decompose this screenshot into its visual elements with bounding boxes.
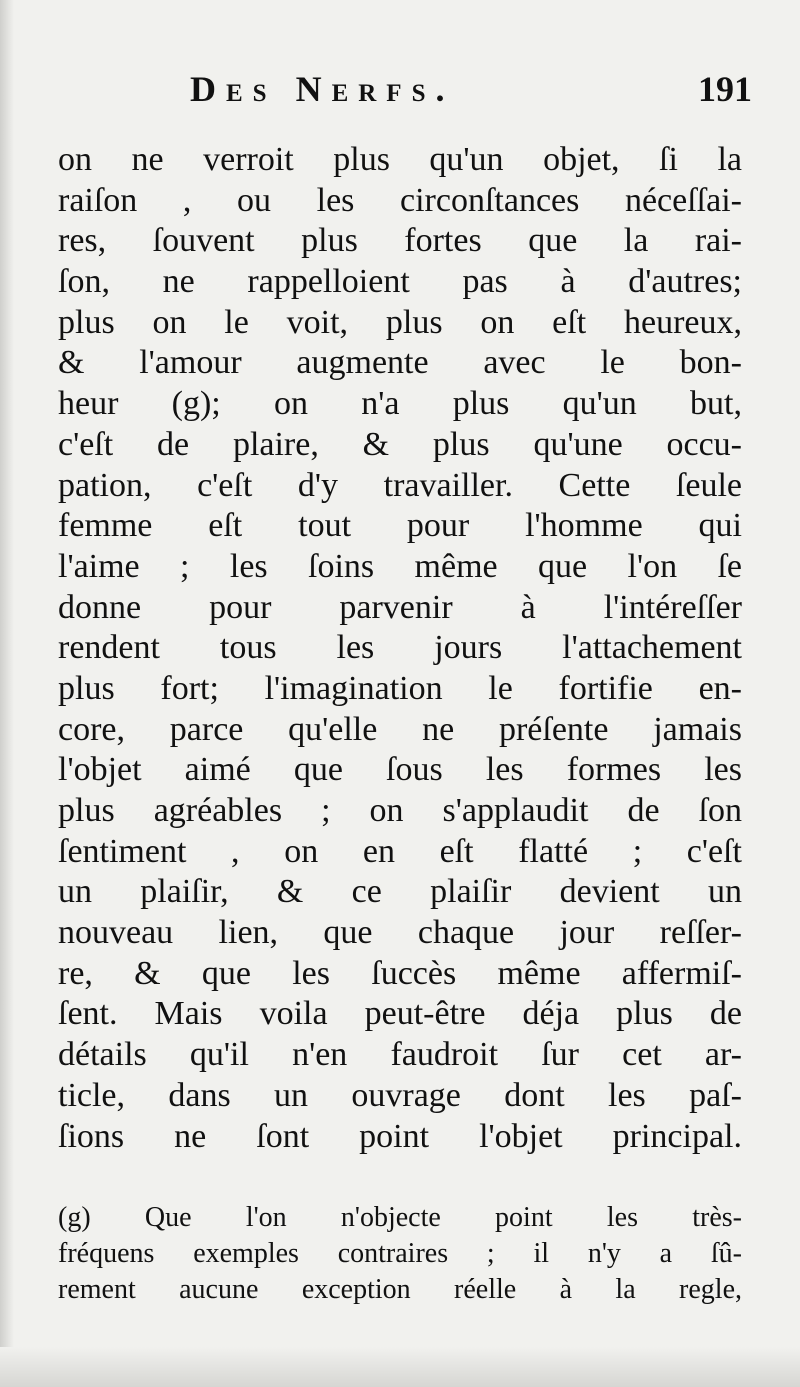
text-line: & l'amour augmente avec le bon- — [58, 344, 742, 382]
text-line: l'aime ; les ſoins même que l'on ſe — [58, 547, 742, 585]
running-title: Des Nerfs. — [190, 69, 455, 109]
footnote-line: fréquens exemples contraires ; il n'y a ſû- — [58, 1238, 742, 1269]
footnote-line: (g) Que l'on n'objecte point les très- — [58, 1202, 742, 1233]
text-line: res, ſouvent plus fortes que la rai- — [58, 222, 742, 260]
text-line: ſent. Mais voila peut-être déja plus de — [58, 995, 742, 1033]
text-line: heur (g); on n'a plus qu'un but, — [58, 385, 742, 423]
text-line: ſentiment , on en eſt flatté ; c'eſt — [58, 832, 742, 870]
page-edge-shadow — [0, 0, 14, 1387]
text-line: rendent tous les jours l'attachement — [58, 629, 742, 667]
text-line: on ne verroit plus qu'un objet, ſi la — [58, 141, 742, 178]
text-line: donne pour parvenir à l'intéreſſer — [58, 588, 742, 626]
text-line: raiſon , ou les circonſtances néceſſai- — [58, 181, 742, 219]
text-line: pation, c'eſt d'y travailler. Cette ſeule — [58, 466, 742, 504]
text-line: plus fort; l'imagination le fortifie en- — [58, 669, 742, 707]
text-line: plus agréables ; on s'applaudit de ſon — [58, 792, 742, 829]
text-line: core, parce qu'elle ne préſente jamais — [58, 710, 742, 748]
page-number: 191 — [698, 69, 752, 109]
text-line: un plaiſir, & ce plaiſir devient un — [58, 873, 742, 911]
text-line: c'eſt de plaire, & plus qu'une occu- — [58, 425, 742, 463]
text-line: femme eſt tout pour l'homme qui — [58, 507, 742, 545]
text-line: l'objet aimé que ſous les formes les — [58, 751, 742, 789]
main-text — [58, 140, 742, 1157]
page-bottom-shadow — [0, 1347, 800, 1387]
text-line: nouveau lien, que chaque jour reſſer- — [58, 914, 742, 952]
text-line: re, & que les ſuccès même affermiſ- — [58, 954, 742, 992]
page-header — [190, 66, 752, 112]
text-line: plus on le voit, plus on eſt heureux, — [58, 303, 742, 341]
footnote-line: rement aucune exception réelle à la regle, — [58, 1274, 742, 1305]
text-line: ſions ne ſont point l'objet principal. — [58, 1117, 742, 1155]
text-line: ſon, ne rappelloient pas à d'autres; — [58, 263, 742, 301]
footnote — [58, 1200, 742, 1308]
text-line: ticle, dans un ouvrage dont les paſ- — [58, 1076, 742, 1114]
text-line: détails qu'il n'en faudroit ſur cet ar- — [58, 1036, 742, 1074]
